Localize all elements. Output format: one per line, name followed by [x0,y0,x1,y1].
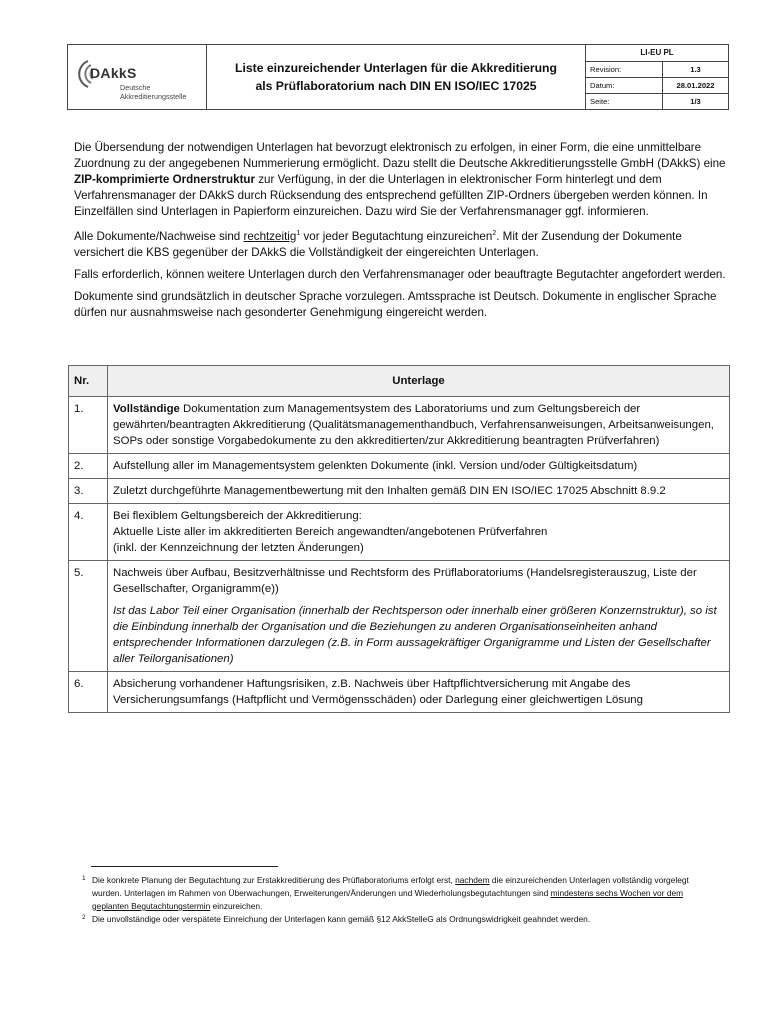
bold-span: ZIP-komprimierte Ordnerstruktur [74,173,256,186]
text-line: Bei flexiblem Geltungsbereich der Akkreditierung: [113,510,362,522]
footnote [82,874,712,913]
logo-subtitle-2: Akkreditierungsstelle [120,92,187,101]
text-line: (inkl. der Kennzeichnung der letzten Änderungen) [113,542,364,554]
footnote-ref: 2 [492,230,497,237]
row-number: 4. [69,504,108,561]
intro-text [74,140,726,327]
text-span: Alle Dokumente/Nachweise sind [74,229,244,243]
footnote-mark: 2 [82,914,86,921]
row-text: Zuletzt durchgeführte Managementbewertung mit den Inhalten gemäß DIN EN ISO/IEC 17025 Abschnitt 8.9.2 [108,479,730,504]
column-header-unterlage: Unterlage [108,366,730,397]
row-text [108,561,730,672]
text-span: Dokumentation zum Managementsystem des Laboratoriums und zum Geltungsbereich der gewährten/beantragten Akkreditierung (Qualitätsmanagementhandbuch, Verfahrensanweisungen, Arbeitsanweisungen, SOPs oder sonstige Vorgabedokumente zu den akkreditierten/zur Akkreditierung beantragten Prüfverfahren) [113,403,714,447]
row-text [108,397,730,454]
text-line: Nachweis über Aufbau, Besitzverhältnisse und Rechtsform des Prüflaboratoriums (Handelsregisterauszug, Liste der Gesellschafter, Organigramm(e)) [113,567,697,595]
row-text: Aufstellung aller im Managementsystem gelenkten Dokumente (inkl. Version und/oder Gültigkeitsdatum) [108,454,730,479]
intro-paragraph-4: Dokumente sind grundsätzlich in deutscher Sprache vorzulegen. Amtssprache ist Deutsch. Dokumente in englischer Sprache dürfen nur ausnahmsweise nach gesonderter Genehmigung eingereicht werden. [74,289,717,319]
meta-row-date [586,78,728,94]
underlined-span: mindestens sechs Wochen vor dem geplanten Begutachtungstermin [92,888,684,911]
underlined-span: nachdem [455,875,490,885]
meta-key: Revision: [586,62,663,77]
row-text [108,504,730,561]
meta-key: Datum: [586,78,663,93]
document-header [67,44,729,110]
meta-value: 28.01.2022 [676,81,715,90]
meta-value: 1/3 [690,97,701,106]
footnotes [82,874,712,926]
text-span: . Mit der Zusendung der Dokumente versichert die KBS gegenüber der DAkkS die Vollständigkeit der eingereichten Unterlagen. [74,229,682,259]
table-row [69,672,730,713]
table-row [69,479,730,504]
footnote-mark: 1 [82,875,86,882]
footnote-text: Die unvollständige oder verspätete Einreichung der Unterlagen kann gemäß §12 AkkStelleG als Ordnungswidrigkeit geahndet werden. [92,914,591,924]
row-number: 6. [69,672,108,713]
table-row [69,504,730,561]
text-span: zur Verfügung, in der die Unterlagen in elektronischer Form hinterlegt und dem Verfahrensmanager der DAkkS durch Rücksendung des entsprechend gefüllten ZIP-Ordners übergeben werden können. In Einzelfällen sind Unterlagen in Papierform einzureichen. Dazu wird Sie der Verfahrensmanager ggf. informieren. [74,173,708,218]
documents-table [68,365,730,713]
bold-span: Vollständige [113,403,180,415]
footnote-ref: 1 [296,230,301,237]
document-meta [586,45,728,109]
text-span: vor jeder Begutachtung einzureichen [300,229,493,243]
text-line: Aktuelle Liste aller im akkreditierten Bereich angewandten/angebotenen Prüfverfahren [113,526,548,538]
text-span: Die konkrete Planung der Begutachtung zur Erstakkreditierung des Prüflaboratoriums erfolgt erst, [92,875,456,885]
footnote-separator [91,866,278,867]
row-number: 3. [69,479,108,504]
dakks-logo [68,45,207,109]
column-header-nr: Nr. [69,366,108,397]
footnote-text [92,874,712,913]
meta-key: Seite: [586,94,663,109]
intro-paragraph-1 [74,140,726,220]
text-span: die einzureichenden Unterlagen vollständig vorgelegt wurden. Unterlagen im Rahmen von Überwachungen, Erweiterungen/Änderungen und Wiederholungsbegutachtungen sind [92,875,689,898]
intro-paragraph-2 [74,226,726,261]
row-number: 2. [69,454,108,479]
underlined-span: rechtzeitig [243,229,297,243]
table-header-row [69,366,730,397]
logo-subtitle-1: Deutsche [120,83,151,92]
italic-note: Ist das Labor Teil einer Organisation (innerhalb der Rechtsperson oder innerhalb einer größeren Konzernstruktur), so ist die Einbindung innerhalb der Organisation und die Beziehungen zu anderen Organisationseinheiten anhand entsprechender Informationen darzulegen (z.B. in Form aussagekräftiger Organigramme und Listen der Gesellschafter aller Teilorganisationen) [113,605,717,665]
meta-value: 1.3 [690,65,701,74]
intro-paragraph-3: Falls erforderlich, können weitere Unterlagen durch den Verfahrensmanager oder beauftragte Begutachter angefordert werden. [74,267,726,281]
footnote [82,913,712,926]
logo-name: DAkkS [90,65,137,81]
document-title [207,45,586,109]
row-number: 5. [69,561,108,672]
table-row [69,561,730,672]
row-number: 1. [69,397,108,454]
meta-row-revision [586,62,728,78]
title-line-1: Liste einzureichender Unterlagen für die Akkreditierung [235,61,557,75]
meta-row-page [586,94,728,109]
table-row [69,397,730,454]
doc-code: LI-EU PL [586,45,728,62]
text-span: einzureichen. [210,901,263,911]
title-line-2: als Prüflaboratorium nach DIN EN ISO/IEC 17025 [255,79,537,93]
text-span: Die Übersendung der notwendigen Unterlagen hat bevorzugt elektronisch zu erfolgen, in einer Form, die eine unmittelbare Zuordnung zu der angegebenen Nummerierung ermöglicht. Dazu stellt die Deutsche Akkreditierungsstelle GmbH (DAkkS) eine [74,141,726,170]
row-text: Absicherung vorhandener Haftungsrisiken, z.B. Nachweis über Haftpflichtversicherung mit Angabe des Versicherungsumfangs (Haftpflicht und Vermögensschäden) oder Darlegung einer gleichwertigen Lösung [108,672,730,713]
table-row [69,454,730,479]
